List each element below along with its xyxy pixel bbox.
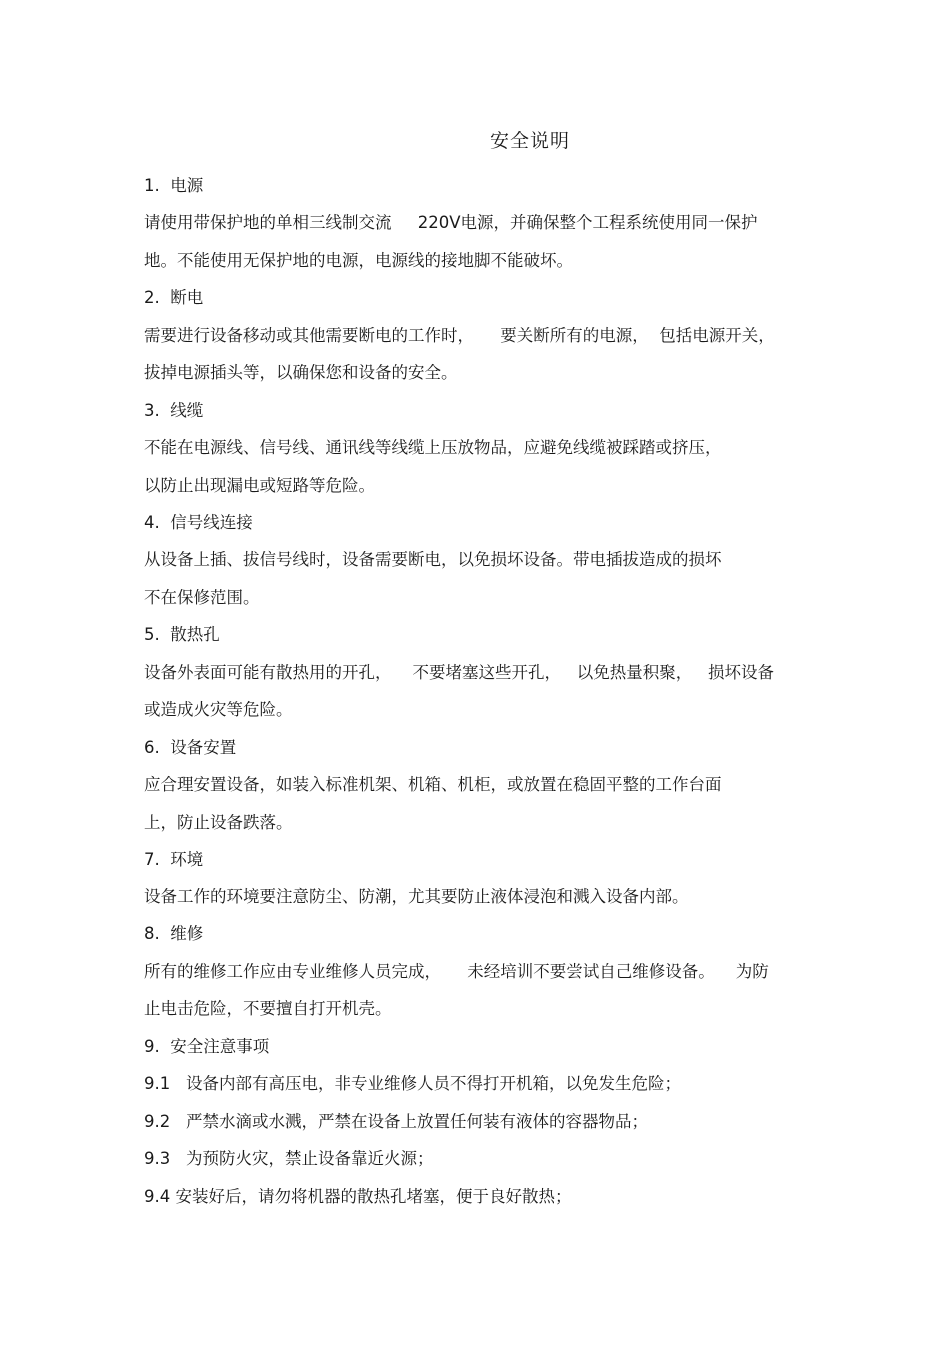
paragraph-line: 上，防止设备跌落。 — [144, 813, 293, 832]
paragraph-line: 不在保修范围。 — [144, 588, 260, 607]
paragraph-line: 应合理安置设备，如装入标准机架、机箱、机柜，或放置在稳固平整的工作台面 — [144, 775, 722, 794]
paragraph-line: 设备外表面可能有散热用的开孔， 不要堵塞这些开孔， 以免热量积聚， 损坏设备 — [144, 663, 774, 682]
section-heading-cables: 3. 线缆 — [144, 401, 204, 420]
section-heading-power-off: 2. 断电 — [144, 288, 204, 307]
section-heading-signal: 4. 信号线连接 — [144, 513, 253, 532]
paragraph-line: 从设备上插、拔信号线时，设备需要断电，以免损坏设备。带电插拔造成的损坏 — [144, 550, 722, 569]
section-heading-safety-notes: 9. 安全注意事项 — [144, 1037, 270, 1056]
section-heading-placement: 6. 设备安置 — [144, 738, 237, 757]
paragraph-line: 地。不能使用无保护地的电源，电源线的接地脚不能破坏。 — [144, 251, 573, 270]
paragraph-line: 或造成火灾等危险。 — [144, 700, 293, 719]
section-heading-power: 1. 电源 — [144, 176, 204, 195]
list-item: 9.4 安装好后，请勿将机器的散热孔堵塞，便于良好散热； — [144, 1187, 572, 1206]
page-title: 安全说明 — [489, 130, 570, 152]
paragraph-line: 设备工作的环境要注意防尘、防潮，尤其要防止液体浸泡和溅入设备内部。 — [144, 887, 689, 906]
paragraph-line: 止电击危险，不要擅自打开机壳。 — [144, 999, 392, 1018]
list-item: 9.2 严禁水滴或水溅，严禁在设备上放置任何装有液体的容器物品； — [144, 1112, 648, 1131]
paragraph-line: 拔掉电源插头等，以确保您和设备的安全。 — [144, 363, 458, 382]
paragraph-line: 不能在电源线、信号线、通讯线等线缆上压放物品，应避免线缆被踩踏或挤压， — [144, 438, 722, 457]
section-heading-environment: 7. 环境 — [144, 850, 204, 869]
paragraph-line: 请使用带保护地的单相三线制交流 220V电源，并确保整个工程系统使用同一保护 — [144, 213, 758, 232]
section-heading-repair: 8. 维修 — [144, 924, 204, 943]
paragraph-line: 需要进行设备移动或其他需要断电的工作时， 要关断所有的电源， 包括电源开关， — [144, 326, 775, 345]
paragraph-line: 所有的维修工作应由专业维修人员完成， 未经培训不要尝试自己维修设备。 为防 — [144, 962, 769, 981]
section-heading-vents: 5. 散热孔 — [144, 625, 220, 644]
paragraph-line: 以防止出现漏电或短路等危险。 — [144, 476, 375, 495]
list-item: 9.3 为预防火灾，禁止设备靠近火源； — [144, 1149, 434, 1168]
list-item: 9.1 设备内部有高压电，非专业维修人员不得打开机箱，以免发生危险； — [144, 1074, 681, 1093]
